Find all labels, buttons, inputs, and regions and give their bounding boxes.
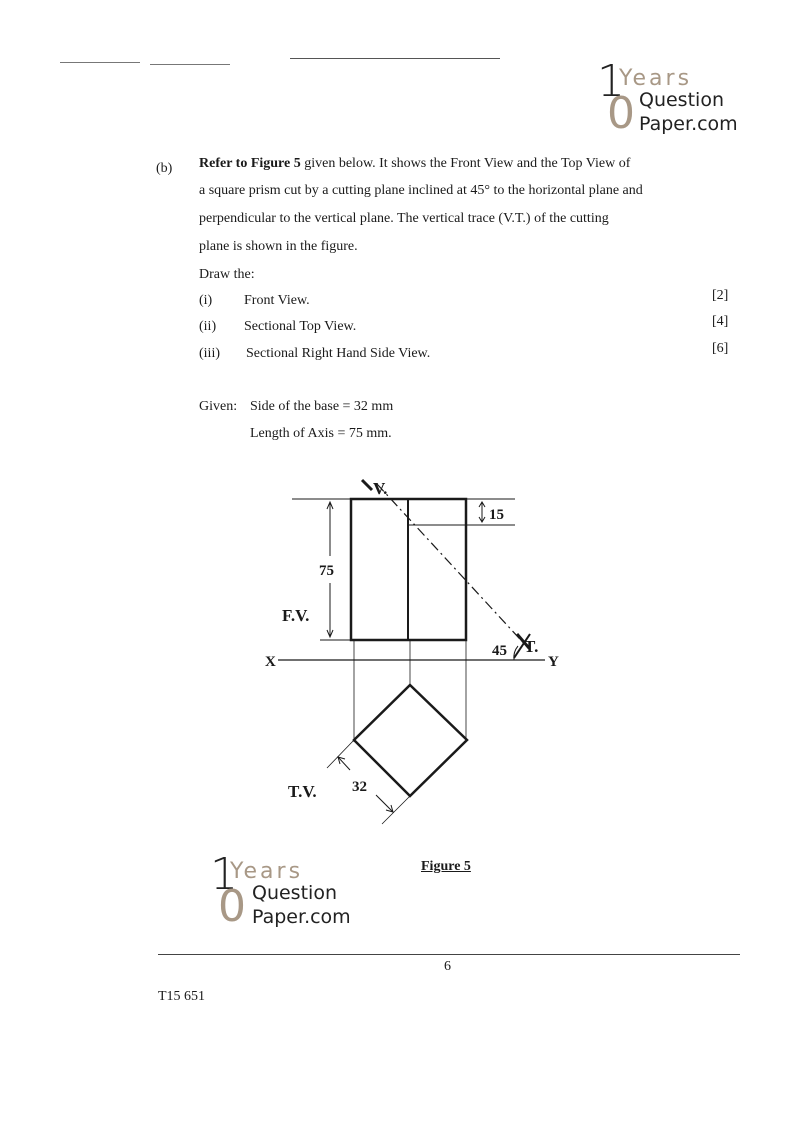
- paper-code: T15 651: [158, 989, 206, 1004]
- given-label: Given:: [199, 399, 238, 414]
- given-axis: Length of Axis = 75 mm.: [250, 426, 392, 441]
- part-iii-marks: [6]: [712, 341, 729, 356]
- draw-the: Draw the:: [199, 267, 255, 282]
- dim-32-line-bottom: [376, 795, 393, 812]
- question-line-3: perpendicular to the vertical plane. The vertical trace (V.T.) of the cutting: [199, 211, 609, 226]
- label-v: V.: [373, 479, 388, 498]
- part-ii-text: Sectional Top View.: [244, 319, 357, 334]
- logo-question: Question: [639, 89, 724, 111]
- given-base: Side of the base = 32 mm: [250, 399, 394, 414]
- top-view-square: [354, 685, 467, 796]
- logo-years: Years: [230, 859, 304, 884]
- dimension-32: 32: [352, 779, 367, 795]
- label-t: T.: [524, 637, 539, 656]
- question-line-2: a square prism cut by a cutting plane inclined at 45° to the horizontal plane and: [199, 183, 643, 198]
- logo-paper: Paper.com: [639, 113, 738, 135]
- logo-digit-zero: 0: [218, 881, 246, 932]
- page-number: 6: [444, 959, 451, 974]
- label-y: Y: [548, 654, 559, 670]
- logo-paper: Paper.com: [252, 906, 351, 928]
- part-iii-text: Sectional Right Hand Side View.: [246, 346, 431, 361]
- logo-years: Years: [619, 66, 693, 91]
- logo-digit-zero: 0: [607, 88, 635, 139]
- dimension-15: 15: [489, 507, 504, 523]
- footer-rule: [158, 954, 740, 955]
- part-i-text: Front View.: [244, 293, 310, 308]
- figure-reference: Refer to Figure 5: [199, 156, 301, 171]
- logo-bottom: [210, 849, 370, 933]
- question-label: (b): [156, 161, 173, 176]
- question-line-1-rest: given below. It shows the Front View and the Top View of: [304, 156, 631, 171]
- part-iii-number: (iii): [199, 346, 220, 361]
- logo-digit-one: 1: [597, 56, 625, 107]
- part-i-number: (i): [199, 293, 213, 308]
- logo-digit-one: 1: [210, 849, 238, 900]
- dim-32-ext-left: [327, 740, 354, 768]
- dimension-75: 75: [319, 563, 334, 579]
- question-line-4: plane is shown in the figure.: [199, 239, 358, 254]
- cutting-plane-vt: [377, 484, 530, 650]
- part-ii-number: (ii): [199, 319, 217, 334]
- part-i-marks: [2]: [712, 288, 729, 303]
- figure-caption: Figure 5: [421, 859, 471, 874]
- label-fv: F.V.: [282, 606, 310, 625]
- label-x: X: [265, 654, 276, 670]
- logo-question: Question: [252, 882, 337, 904]
- vt-end-mark-top: [362, 480, 372, 490]
- part-ii-marks: [4]: [712, 314, 729, 329]
- angle-45: 45: [492, 643, 507, 659]
- label-tv: T.V.: [288, 782, 317, 801]
